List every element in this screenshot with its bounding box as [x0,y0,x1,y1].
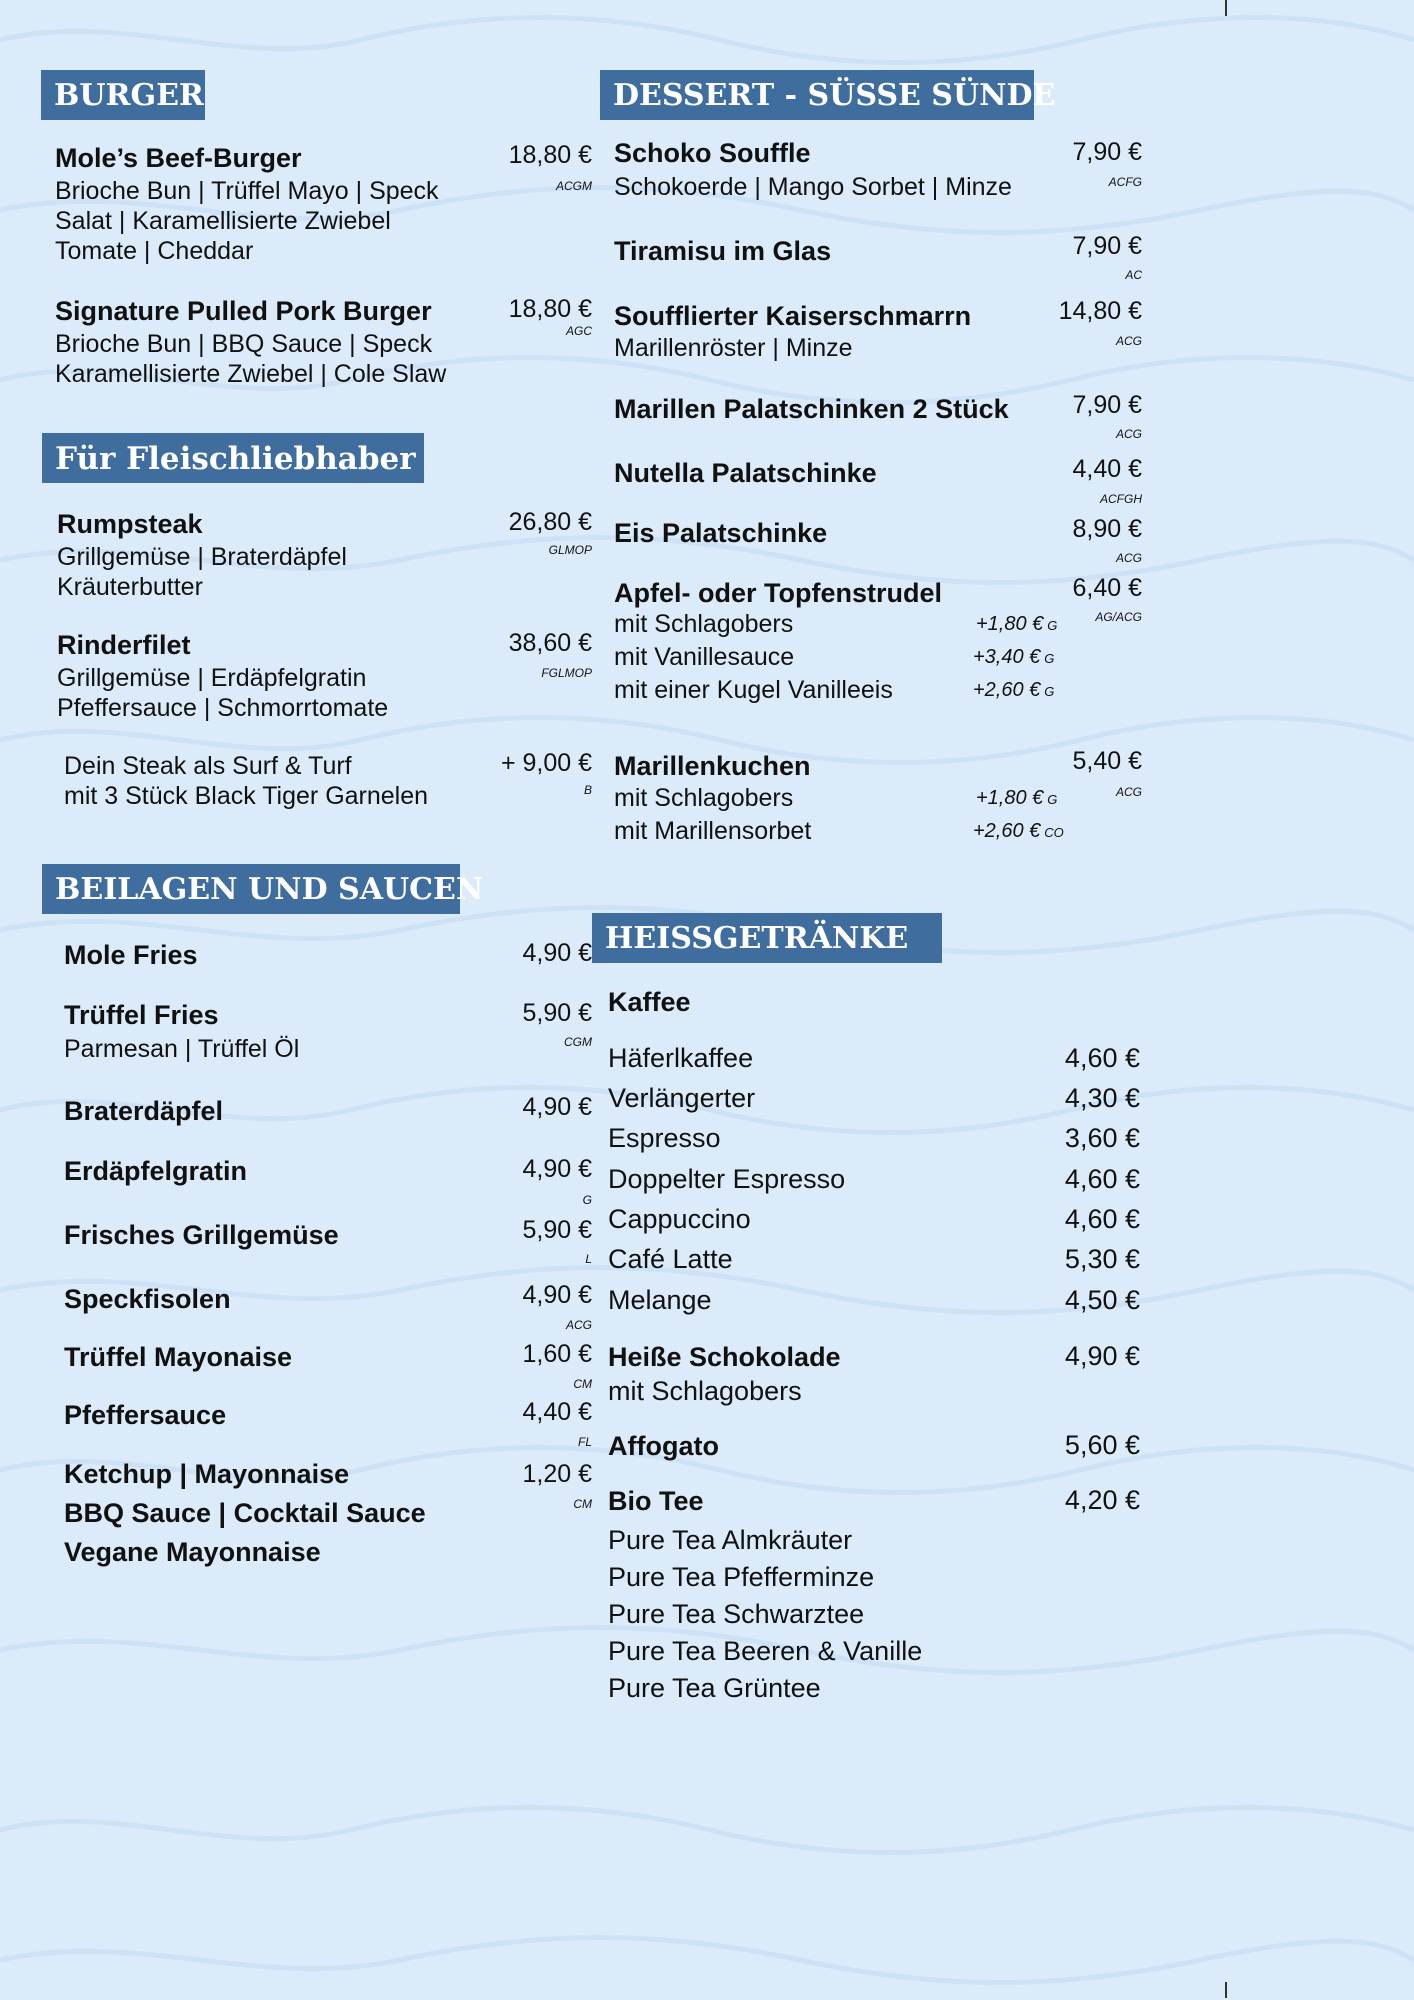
allergen-codes: L [585,1252,592,1266]
allergen-codes: ACG [1115,785,1142,799]
item-description-line: mit Schlagobers [608,1376,802,1406]
section-header-burger: BURGER [41,70,205,120]
allergen-codes: FGLMOP [541,666,592,680]
item-price: 18,80 € [508,295,592,323]
allergen-codes: GLMOP [548,543,592,557]
addon-description-line: mit 3 Stück Black Tiger Garnelen [64,782,429,810]
drink-price: 4,20 € [1064,1485,1140,1515]
item-name: Tiramisu im Glas [614,236,832,266]
item-name-line: Vegane Mayonnaise [64,1537,321,1567]
tea-variety: Pure Tea Grüntee [608,1673,821,1703]
item-name: Signature Pulled Pork Burger [55,296,432,326]
item-price: 4,40 € [522,1398,592,1426]
drink-name: Café Latte [608,1244,733,1274]
item-name: Braterdäpfel [64,1096,224,1126]
item-name: Apfel- oder Topfenstrudel [614,578,942,608]
drink-price: 4,30 € [1064,1083,1140,1113]
item-description-line: Pfeffersauce | Schmorrtomate [57,694,389,722]
item-price: 26,80 € [508,508,592,536]
allergen-codes: AGC [565,324,592,338]
tea-variety: Pure Tea Almkräuter [608,1525,853,1555]
addon-price: +3,40 € G [973,646,1055,668]
addon-allergen: G [1047,618,1058,633]
item-price: 4,90 € [522,1155,592,1183]
addon-allergen: G [1044,651,1055,666]
item-description-line: Parmesan | Trüffel Öl [64,1035,300,1063]
item-name: Rumpsteak [57,509,203,539]
item-name: Frisches Grillgemüse [64,1220,339,1250]
item-name: Affogato [608,1431,719,1461]
item-description-line: Grillgemüse | Erdäpfelgratin [57,664,367,692]
addon-price: + 9,00 € [500,749,592,777]
allergen-codes: ACFGH [1100,492,1142,506]
item-name: Trüffel Fries [64,1000,219,1030]
drink-name: Cappuccino [608,1204,751,1234]
allergen-codes: CGM [564,1035,592,1049]
allergen-codes: ACFG [1108,175,1142,189]
item-price: 5,90 € [522,999,592,1027]
item-price: 14,80 € [1058,297,1142,325]
item-price: 7,90 € [1072,232,1142,260]
drink-price: 4,60 € [1064,1204,1140,1234]
allergen-codes: ACG [1115,427,1142,441]
allergen-codes: AG/ACG [1095,610,1142,624]
drink-price: 5,60 € [1064,1430,1140,1460]
item-name: Rinderfilet [57,630,191,660]
allergen-codes: FL [577,1435,592,1449]
drink-price: 5,30 € [1064,1244,1140,1274]
item-price: 7,90 € [1072,138,1142,166]
item-description-line: Schokoerde | Mango Sorbet | Minze [614,173,1012,201]
tea-variety: Pure Tea Beeren & Vanille [608,1636,923,1666]
allergen-codes: ACG [1115,334,1142,348]
item-name: Bio Tee [608,1486,704,1516]
allergen-codes: CM [573,1497,592,1511]
item-description-line: Karamellisierte Zwiebel | Cole Slaw [55,360,447,388]
tea-variety: Pure Tea Schwarztee [608,1599,865,1629]
drink-name: Häferlkaffee [608,1043,754,1073]
drink-name: Espresso [608,1123,721,1153]
addon-label: mit einer Kugel Vanilleeis [614,676,893,704]
addon-label: mit Schlagobers [614,610,794,638]
item-description-line: Marillenröster | Minze [614,334,853,362]
item-price: 38,60 € [508,629,592,657]
item-price: 4,90 € [522,939,592,967]
item-name: Mole’s Beef-Burger [55,143,302,173]
drink-price: 3,60 € [1064,1123,1140,1153]
allergen-codes: ACG [1115,551,1142,565]
addon-allergen: CO [1044,825,1064,840]
item-price: 8,90 € [1072,515,1142,543]
item-name-line: BBQ Sauce | Cocktail Sauce [64,1498,426,1528]
item-name: Heiße Schokolade [608,1342,841,1372]
item-name: Erdäpfelgratin [64,1156,248,1186]
addon-price: +1,80 € G [976,787,1058,809]
item-price: 5,90 € [522,1216,592,1244]
item-name-line: Ketchup | Mayonnaise [64,1459,350,1489]
item-price: 6,40 € [1072,574,1142,602]
kaffee-subheading: Kaffee [608,987,691,1017]
drink-price: 4,50 € [1064,1285,1140,1315]
crop-mark-top [1225,0,1227,16]
drink-name: Melange [608,1285,712,1315]
item-price: 7,90 € [1072,391,1142,419]
addon-price: +1,80 € G [976,613,1058,635]
addon-label: mit Marillensorbet [614,817,812,845]
item-name: Marillen Palatschinken 2 Stück [614,394,1009,424]
allergen-codes: B [583,783,592,797]
item-description-line: Tomate | Cheddar [55,237,254,265]
addon-label: mit Vanillesauce [614,643,795,671]
item-description-line: Brioche Bun | BBQ Sauce | Speck [55,330,433,358]
tea-variety: Pure Tea Pfefferminze [608,1562,875,1592]
section-header-beilagen: BEILAGEN UND SAUCEN [42,864,460,914]
item-description-line: Kräuterbutter [57,573,203,601]
addon-description-line: Dein Steak als Surf & Turf [64,752,352,780]
allergen-codes: AC [1125,268,1142,282]
drink-name: Doppelter Espresso [608,1164,846,1194]
allergen-codes: G [582,1193,592,1207]
item-description-line: Brioche Bun | Trüffel Mayo | Speck [55,177,439,205]
addon-allergen: G [1044,684,1055,699]
item-name: Soufflierter Kaiserschmarrn [614,301,972,331]
item-name: Nutella Palatschinke [614,458,877,488]
item-price: 4,40 € [1072,455,1142,483]
addon-price: +2,60 € G [973,679,1055,701]
item-price: 18,80 € [508,141,592,169]
item-name: Schoko Souffle [614,138,811,168]
section-header-heissgetraenke: HEISSGETRÄNKE [592,913,942,963]
drink-price: 4,60 € [1064,1164,1140,1194]
section-header-dessert: DESSERT - SÜSSE SÜNDE [600,70,1034,120]
item-name: Pfeffersauce [64,1400,227,1430]
item-price: 5,40 € [1072,747,1142,775]
addon-allergen: G [1047,792,1058,807]
drink-price: 4,90 € [1064,1341,1140,1371]
addon-price: +2,60 € CO [973,820,1064,842]
item-description-line: Salat | Karamellisierte Zwiebel [55,207,391,235]
item-name: Mole Fries [64,940,198,970]
addon-label: mit Schlagobers [614,784,794,812]
section-header-fleischliebhaber: Für Fleischliebhaber [42,433,424,483]
drink-name: Verlängerter [608,1083,756,1113]
item-name: Eis Palatschinke [614,518,828,548]
allergen-codes: CM [573,1377,592,1391]
drink-price: 4,60 € [1064,1043,1140,1073]
item-name: Marillenkuchen [614,751,811,781]
allergen-codes: ACGM [556,179,592,193]
allergen-codes: ACG [565,1318,592,1332]
crop-mark-bottom [1225,1982,1227,1998]
item-price: 4,90 € [522,1093,592,1121]
item-price: 4,90 € [522,1281,592,1309]
item-price: 1,60 € [522,1340,592,1368]
item-description-line: Grillgemüse | Braterdäpfel [57,543,347,571]
item-name: Speckfisolen [64,1284,231,1314]
item-name: Trüffel Mayonaise [64,1342,293,1372]
item-price: 1,20 € [522,1460,592,1488]
